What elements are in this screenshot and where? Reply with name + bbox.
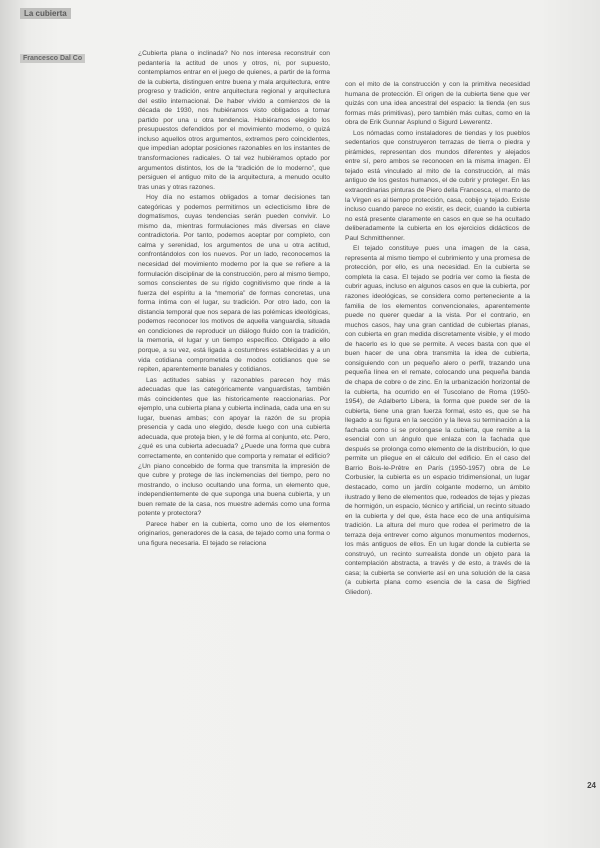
paragraph: con el mito de la construcción y con la primitiva necesidad humana de protección. El origen de la cubierta tiene que ver quizás con una idea ancestral del espacio: la tienda (en sus formas más primitivas), pero también más cultas, como en la obra de Erik Gunnar Asplund o Sigurd Lewerentz. [345, 81, 530, 127]
paragraph: ¿Cubierta plana o inclinada? No nos interesa reconstruir con pedantería la actitud de unos y otros, ni, por supuesto, contemplamos entrar en el juego de quienes, a partir de la forma de la cubierta, distinguen entre buena y mala arquitectura, entre progreso y tradición, entre arquitectura regional y arquitectura del estilo internacional. De haber vivido a comienzos de la década de 1930, nos hubiéramos visto obligados a tomar partido por una u otra tendencia. Hubiéramos elegido los presupuestos defendidos por el movimiento moderno, o quizá incluso aquellos otros argumentos, extremos pero coincidentes, que impedían adoptar posiciones razonables en los instantes de transformaciones radicales. O tal vez hubiéramos optado por argumentos distintos, los de la “tradición de lo moderno”, que persiguen el antiguo mito de la arquitectura, a menudo oculto tras unas y otras razones. [138, 50, 330, 191]
author-name: Francesco Dal Co [20, 54, 85, 63]
paragraph: Parece haber en la cubierta, como uno de los elementos originarios, generadores de la casa, de tejado como una forma o una figura necesaria. El tejado se relaciona [138, 520, 330, 547]
paragraph: Los nómadas como instaladores de tiendas y los pueblos sedentarios que construyeron terrazas de tierra o piedra y pirámides, representan dos mundos diferentes y alejados entre sí, pero ambos se reconocen en la misma imagen. El tejado está vinculado al mito de la construcción, al más antiguo de los gestos humanos, el de cubrir y proteger. En las extraordinarias pinturas de Piero della Francesca, el manto de la Virgen es al tiempo protección, casa, cobijo y tejado. Existe incluso cuando parece no existir, es decir, cuando la cubierta no está presente claramente en casos en que se ha ocultado deliberadamente la cubierta en los ejercicios didácticos de Paul Schmitthenner. [345, 129, 530, 242]
paragraph: Las actitudes sabias y razonables parecen hoy más adecuadas que las categóricamente vanguardistas, también más coincidentes que las historicamente reaccionarias. Por ejemplo, una cubierta plana y cubierta inclinada, cada una en su lugar, buenas ambas; con apoyar la razón de su propia presencia y cada uno elegido, desde luego con una cubierta adecuada, que proteja bien, y le dé forma al conjunto, etc. Pero, ¿qué es una cubierta adecuada? ¿Puede una forma que cubra correctamente, en contenido que comporta y rematar el edificio? ¿Un piano concebido de forma que transmita la impresión de que cubre y protege de las inclemencias del tiempo, pero no mostrando, o incluso ocultando una forma, un elemento que, independientemente de que suponga una buena cubierta, y un buen remate de la casa, nos muestre además como una forma potente y protectora? [138, 376, 330, 518]
paragraph: El tejado constituye pues una imagen de la casa, representa al mismo tiempo el cubrimiento y una promesa de protección, por ello, es una necesidad. En la cubierta se completa la casa. El tejado se podría ver como la fiesta de cubrir aguas, incluso en algunos casos en que la cubierta, por razones ideológicas, se considera como perteneciente a la familia de los elementos convencionales, aparentemente puede no querer quedar a la vista. Por el contrario, en muchos casos, hay una gran cantidad de cubiertas planas, con cubierta en gran medida discretamente visible, y el modo de hacerlo es lo que se permite. A veces basta con que el buen hacer de una obra transmita la idea de cubierta, consiguiendo con un pequeño alero o perfil, trazando una pequeña línea en el remate, colocando una pequeña banda de chapa de cobre o de zinc. En la urbanización horizontal de la cubierta, ha ocurrido en el Tuscolano de Roma (1950-1954), de Adalberto Libera, la forma que puede ser de la cubierta, tiene una gran fuerza formal, esto es, que se ha llegado a su figura en la sección y la lleva su terminación a la fachada como si se prolongase la cubierta, que remite a la esencial con un ángulo que enlaza con la fachada que después se prolonga como elemento de la distribución, lo que permite un pliegue en el cálculo del edificio. En el caso del Barrio Bois-le-Prêtre en París (1950-1957) obra de Le Corbusier, la cubierta es un espacio tridimensional, un lugar destacado, como un jardín colgante moderno, un ámbito ilustrado y lleno de elementos que, rodeados de tejas y piezas de hormigón, un espacio, técnico y artificial, un recinto situado en la cubierta y del que, ésta hace eco de una antiquísima tradición. La altura del muro que rodea el perímetro de la terraza deja entrever como algunos monumentos modernos, los más antiguos de ellos. En un lugar donde la cubierta se construyó, un recinto surrealista donde un objeto para la contemplación abstracta, a través y de esto, a través de la casa; la cubierta se convierte así en una solución de la casa (a cubierta plana como esencia de la casa de Sigfried Gliedon). [345, 245, 530, 596]
page-number: 24 [587, 781, 596, 790]
paragraph: Hoy día no estamos obligados a tomar decisiones tan categóricas y podemos permitirnos un eclecticismo libre de dogmatismos, cuyas tendencias serán pueden convivir. Lo mismo da, mientras formulaciones más diversas en clave contradictoria. Por tanto, podemos aceptar por completo, con calma y serenidad, los argumentos de una u otra actitud, confrontándolos con los nuevos. Por un lado, reconocemos la necesidad del movimiento moderno por la que se refiere a la formulación disciplinar de la construcción, pero al mismo tiempo, somos conscientes de su rígido cognitivismo que rinde a la fuerza del espíritu a la “memoria” de formas concretas, una forma íntima con el lugar, su tradición. Por otro lado, con la distancia temporal que nos separa de las polémicas ideológicas, podemos reconocer los motivos de aquella vanguardia, situada en condiciones de reproducir un diálogo fluido con la tradición, la memoria, el lugar y un tiempo específico. Obligado a ello porque, a su vez, está ligada a costumbres establecidas y a un vida cotidiana comprometida de modos cotidianos que se repiten, aparentemente banales y cotidianos. [138, 194, 330, 374]
section-title: La cubierta [20, 8, 71, 19]
left-text-column [138, 49, 330, 548]
right-text-column [345, 80, 530, 598]
